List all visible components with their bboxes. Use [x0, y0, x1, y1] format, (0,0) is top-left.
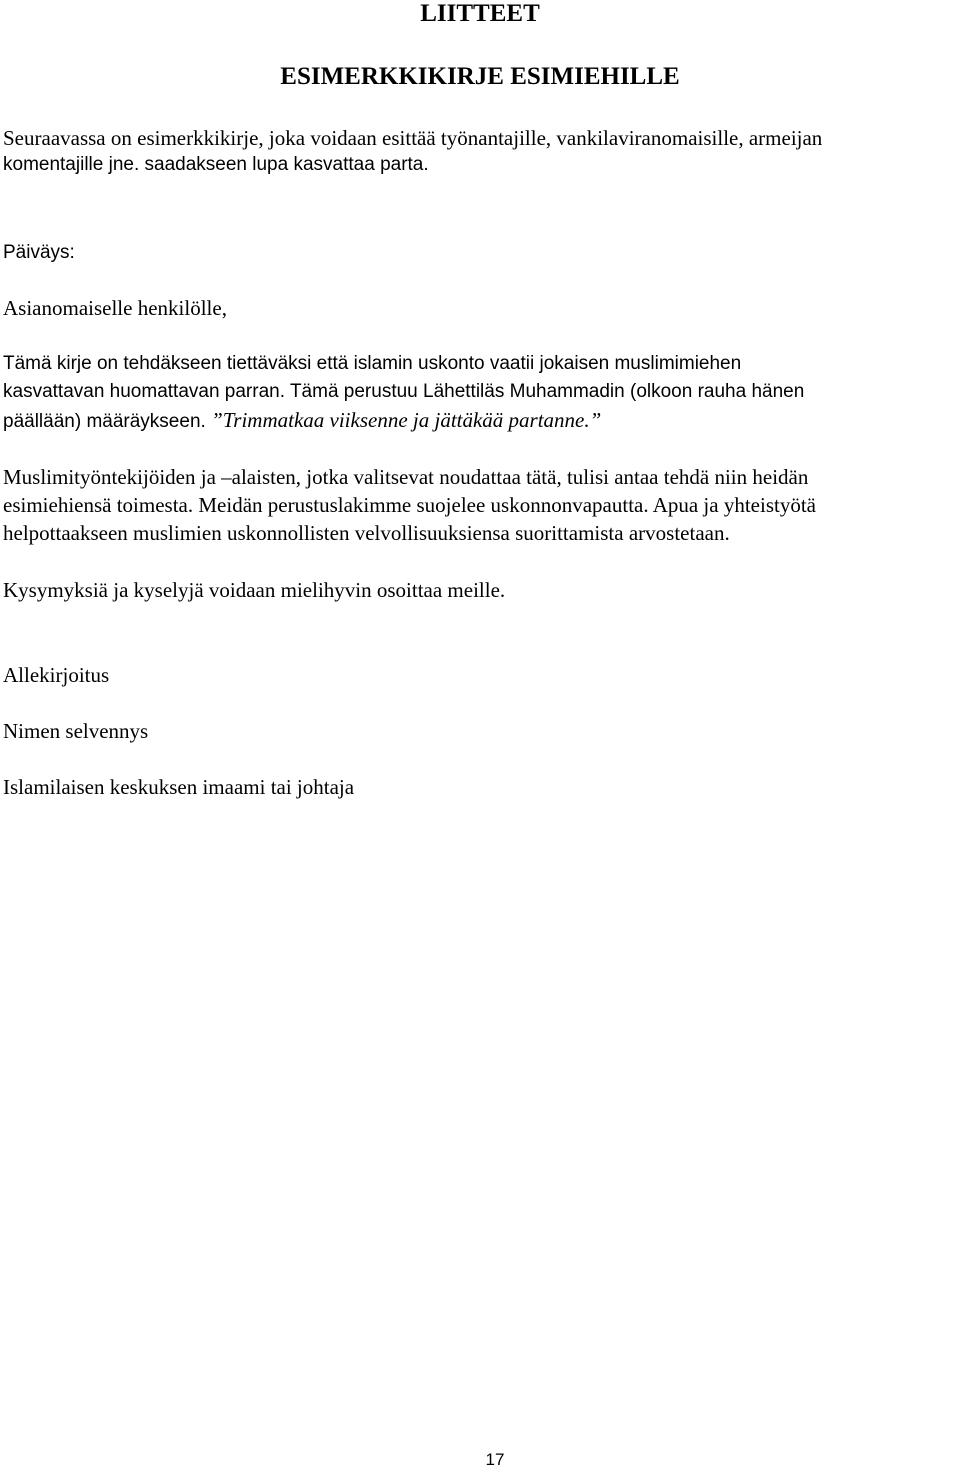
date-label: Päiväys: — [3, 242, 75, 263]
salutation: Asianomaiselle henkilölle, — [3, 296, 227, 320]
paragraph-1-line-3 — [3, 407, 601, 435]
paragraph-1-line-2: kasvattavan huomattavan parran. Tämä perustuu Lähettiläs Muhammadin (olkoon rauha hänen — [3, 381, 805, 402]
intro-line-1: Seuraavassa on esimerkkikirje, joka voidaan esittää työnantajille, vankilaviranomaisille, armeijan — [3, 126, 823, 150]
paragraph-2-line-2: esimiehiensä toimesta. Meidän perustuslakimme suojelee uskonnonvapautta. Apua ja yhteistyötä — [3, 493, 816, 517]
name-clarification-label: Nimen selvennys — [3, 719, 149, 743]
paragraph-1-line-1: Tämä kirje on tehdäkseen tiettäväksi että islamin uskonto vaatii jokaisen muslimimiehen — [3, 353, 742, 374]
page-number: 17 — [485, 1450, 505, 1469]
page-subheading: ESIMERKKIKIRJE ESIMIEHILLE — [280, 63, 680, 90]
signer-title-label: Islamilaisen keskuksen imaami tai johtaja — [3, 775, 355, 799]
signature-label: Allekirjoitus — [3, 663, 110, 687]
intro-line-2: komentajille jne. saadakseen lupa kasvattaa parta. — [3, 154, 429, 175]
paragraph-2-line-1: Muslimityöntekijöiden ja –alaisten, jotka valitsevat noudattaa tätä, tulisi antaa tehdä niin heidän — [3, 465, 809, 489]
page-heading: LIITTEET — [420, 0, 540, 27]
paragraph-1-line-3-text: päällään) määräykseen. — [3, 411, 212, 432]
paragraph-3: Kysymyksiä ja kyselyjä voidaan mielihyvin osoittaa meille. — [3, 578, 506, 602]
paragraph-2-line-3: helpottaakseen muslimien uskonnollisten velvollisuuksiensa suorittamista arvostetaan. — [3, 521, 730, 545]
hadith-quote: ”Trimmatkaa viiksenne ja jättäkää partanne.” — [211, 408, 602, 432]
